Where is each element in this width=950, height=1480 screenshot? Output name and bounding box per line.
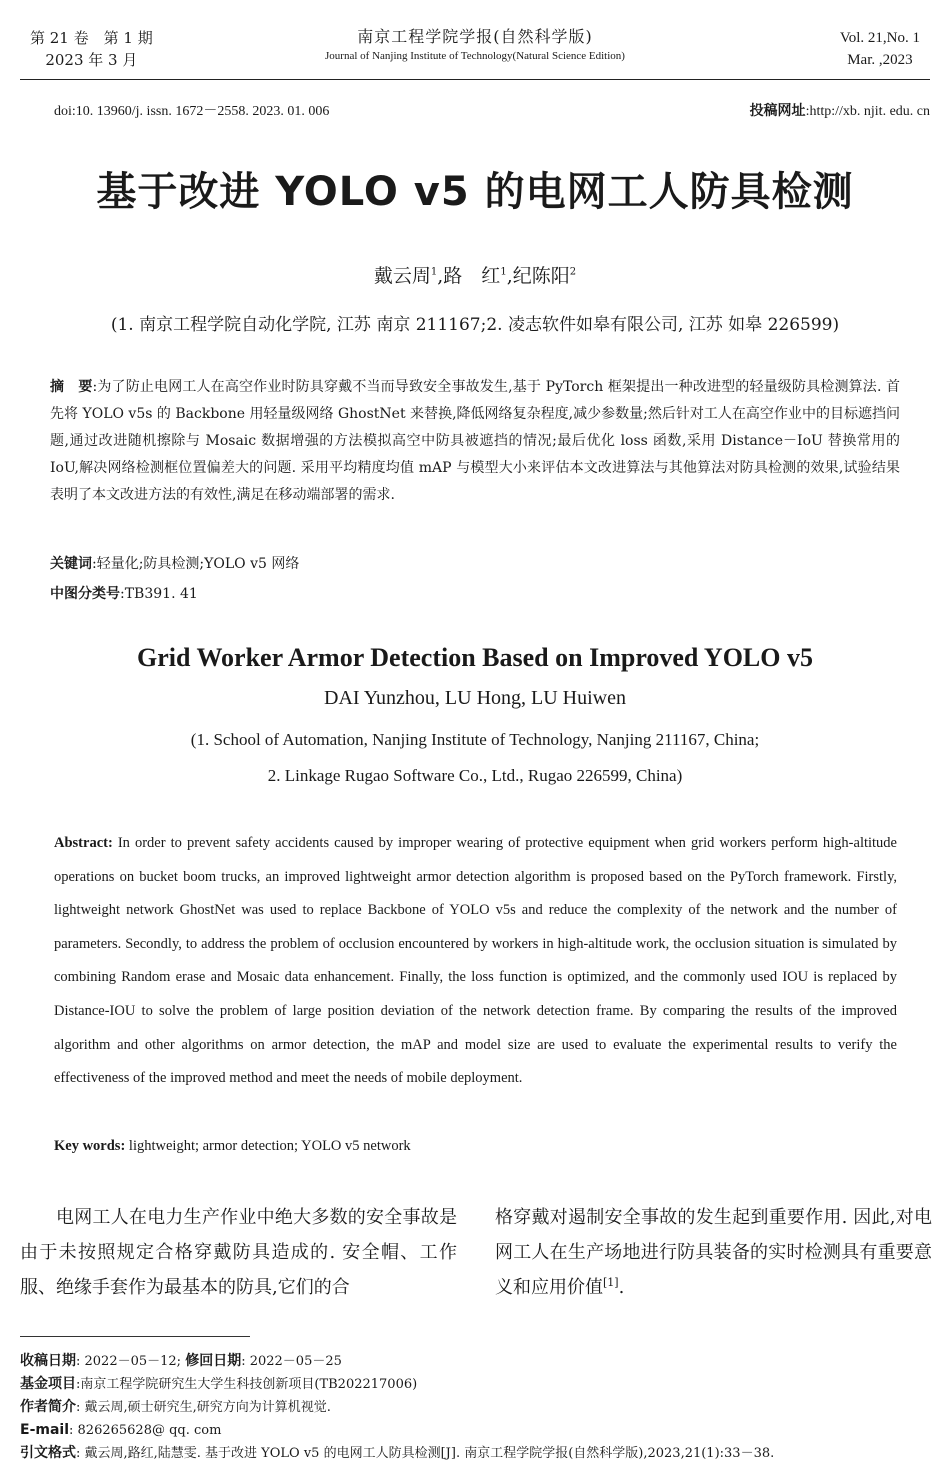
footnote-text: : 826265628@ qq. com: [69, 1423, 222, 1438]
footnote-label: 作者简介: [20, 1399, 76, 1415]
authors-en: DAI Yunzhou, LU Hong, LU Huiwen: [324, 687, 626, 709]
abstract-en: [54, 827, 897, 1096]
footnote-funding: [20, 1373, 930, 1396]
doi-row: [54, 100, 930, 122]
author-name: 纪陈阳: [512, 265, 570, 287]
body-text: 格穿戴对遏制安全事故的发生起到重要作用. 因此,对电网工人在生产场地进行防具装备的实时检测具有重要意义和应用价值: [495, 1207, 932, 1298]
keywords-cn-text: :轻量化;防具检测;YOLO v5 网络: [92, 556, 300, 572]
paper-title-en: Grid Worker Armor Detection Based on Improved YOLO v5: [137, 643, 813, 672]
footnotes: [20, 1350, 930, 1465]
author-separator: ,: [506, 265, 513, 287]
keywords-en-label: Key words:: [54, 1138, 126, 1154]
submission-site: [750, 100, 930, 120]
authors-cn: [0, 262, 950, 290]
footnote-label: 收稿日期: [20, 1353, 76, 1369]
abstract-en-label: Abstract:: [54, 835, 113, 851]
citation-ref: [1]: [603, 1276, 619, 1289]
classification-cn-label: 中图分类号: [50, 586, 120, 602]
keywords-en: [54, 1133, 897, 1159]
author-affil-mark: 1: [430, 266, 438, 278]
footnote-citation: [20, 1442, 930, 1465]
header-journal: [20, 26, 930, 64]
body-column-right: [495, 1200, 932, 1305]
footnote-label: E-mail: [20, 1422, 70, 1438]
footnote-label: 引文格式: [20, 1445, 76, 1461]
header-journal-cn: 南京工程学院学报(自然科学版): [357, 27, 593, 46]
keywords-cn: [50, 552, 900, 576]
doi: doi:10. 13960/j. issn. 1672－2558. 2023. 01. 006: [54, 104, 330, 119]
footnote-author-bio: [20, 1396, 930, 1419]
footnote-label: 基金项目: [20, 1376, 76, 1392]
abstract-cn-label: 摘 要: [50, 379, 93, 395]
affiliation-en-line: (1. School of Automation, Nanjing Institute of Technology, Nanjing 211167, China;: [190, 730, 760, 749]
footnote-received: [20, 1350, 930, 1373]
footnote-text: : 2022－05－25: [241, 1354, 342, 1369]
author-affil-mark: 1: [500, 266, 507, 278]
footnote-text: : 戴云周,路红,陆慧雯. 基于改进 YOLO v5 的电网工人防具检测[J]. 南京工程学院学报(自然科学版),2023,21(1):33－38.: [76, 1446, 775, 1461]
author-name: 戴云周: [373, 265, 431, 287]
affiliation-en: [0, 722, 950, 794]
header-date-cn: 2023 年 3 月: [45, 51, 138, 69]
submission-url: :http://xb. njit. edu. cn: [805, 104, 930, 119]
author-name: 路 红: [443, 265, 501, 287]
classification-cn: [50, 582, 900, 606]
body-paragraph: [495, 1200, 932, 1305]
footnote-text: : 2022－05－12;: [76, 1354, 186, 1369]
header-volume-en: Vol. 21,No. 1: [839, 30, 920, 46]
keywords-cn-label: 关键词: [50, 556, 92, 572]
header-volume-cn: 第 21 卷 第 1 期: [30, 29, 153, 47]
affiliation-cn: (1. 南京工程学院自动化学院, 江苏 南京 211167;2. 凌志软件如皋有限公司, 江苏 如皋 226599): [110, 315, 840, 335]
header-date-en: Mar. ,2023: [847, 52, 913, 68]
abstract-cn-text: :为了防止电网工人在高空作业时防具穿戴不当而导致安全事故发生,基于 PyTorch 框架提出一种改进型的轻量级防具检测算法. 首先将 YOLO v5s 的 Backbone 用轻量级网络 GhostNet 来替换,降低网络复杂程度,减少参数量;然后针对工人在高空作业中的目标遮挡问题,通过改进随机擦除与 Mosaic 数据增强的方法模拟高空中防具被遮挡的情况;最后优化 loss 函数,采用 Distance－IoU 替换常用的 IoU,解决网络检测框位置偏差大的问题. 采用平均精度均值 mAP 与模型大小来评估本文改进算法与其他算法对防具检测的效果,试验结果表明了本文改进方法的有效性,满足在移动端部署的需求.: [50, 379, 901, 503]
header-issue-en: [840, 27, 920, 71]
footnote-email: [20, 1419, 930, 1442]
running-header: [20, 24, 930, 80]
affiliation-en-line: 2. Linkage Rugao Software Co., Ltd., Rugao 226599, China): [267, 766, 683, 785]
footnote-text: : 戴云周,硕士研究生,研究方向为计算机视觉.: [76, 1400, 331, 1415]
abstract-en-text: In order to prevent safety accidents caused by improper wearing of protective equipment when grid workers perform high-altitude operations on bucket boom trucks, an improved lightweight armor detection algorithm is proposed based on the PyTorch framework. Firstly, lightweight network GhostNet was used to replace Backbone of YOLO v5s and reduce the complexity of the network and the number of parameters. Secondly, to address the problem of occlusion encountered by workers in high-altitude work, the occlusion situation is simulated by combining Random erase and Mosaic data enhancement. Finally, the loss function is optimized, and the commonly used IOU is replaced by Distance-IOU to solve the problem of large position deviation of the network detection frame. By comparing the results of the improved algorithm and other algorithms on armor detection, the mAP and model size are used to evaluate the experimental results to verify the effectiveness of the improved method and meet the needs of mobile deployment.: [54, 835, 897, 1087]
author-affil-mark: 2: [569, 266, 577, 278]
abstract-cn: [50, 374, 900, 509]
footnote-text: :南京工程学院研究生大学生科技创新项目(TB202217006): [76, 1377, 418, 1392]
footnote-label: 修回日期: [185, 1353, 242, 1369]
footnote-rule: [20, 1336, 250, 1337]
keywords-en-text: lightweight; armor detection; YOLO v5 network: [125, 1138, 411, 1154]
submission-label: 投稿网址: [749, 103, 806, 119]
body-text-end: .: [618, 1277, 625, 1298]
author-separator: ,: [437, 265, 444, 287]
body-column-left: [20, 1200, 457, 1305]
header-journal-en: Journal of Nanjing Institute of Technology(Natural Science Edition): [325, 50, 625, 62]
body-paragraph: 电网工人在电力生产作业中绝大多数的安全事故是由于未按照规定合格穿戴防具造成的. 安全帽、工作服、绝缘手套作为最基本的防具,它们的合: [20, 1207, 457, 1298]
classification-cn-text: :TB391. 41: [120, 586, 198, 602]
paper-title-cn: 基于改进 YOLO v5 的电网工人防具检测: [96, 169, 854, 215]
